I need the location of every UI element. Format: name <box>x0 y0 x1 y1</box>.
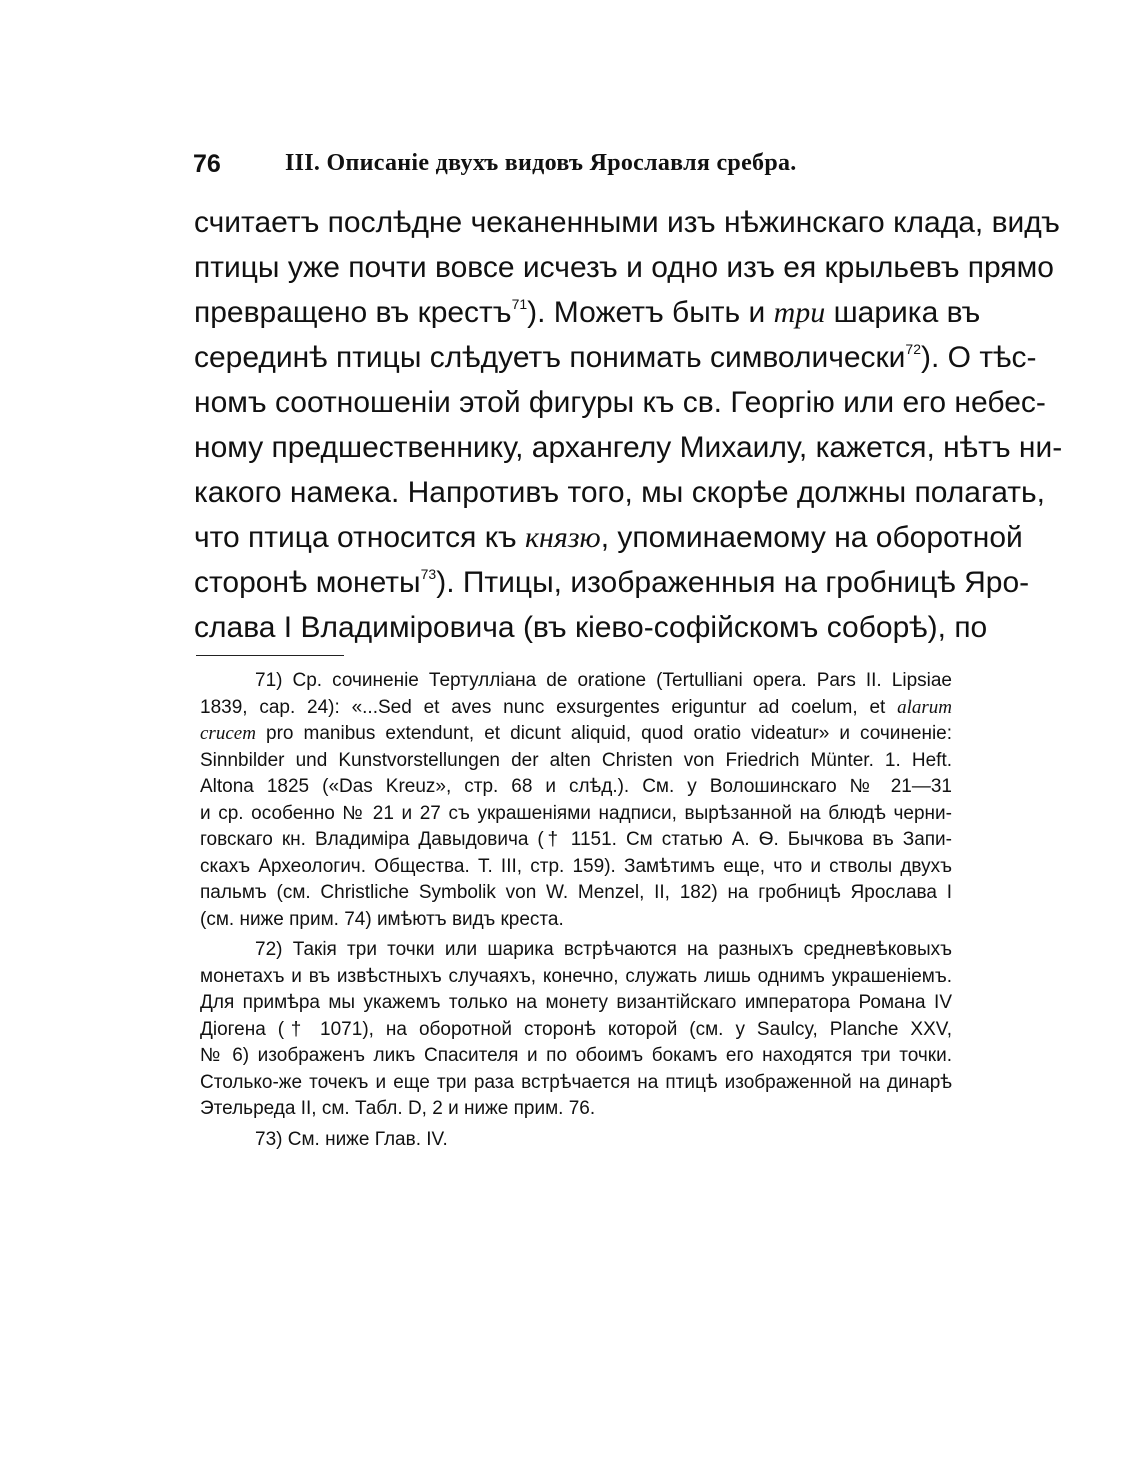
italic-word: князю <box>524 521 601 554</box>
footnote-line: 73) См. ниже Глав. IV. <box>255 1128 448 1150</box>
footnote-line: (см. ниже прим. 74) имѣютъ видъ креста. <box>200 908 564 930</box>
footnote-line: 1839, cap. 24): «...Sed et aves nunc exsurgentes eriguntur ad coelum, et alarum <box>200 696 952 718</box>
footnote-ref-71: 71 <box>511 296 528 312</box>
footnote-line: Діогена († 1071), на оборотной сторонѣ которой (см. у Saulcy, Planche XXV, <box>200 1018 952 1040</box>
footnote-line: и ср. особенно № 21 и 27 съ украшеніями надписи, вырѣзанной на блюдѣ черни- <box>200 802 952 824</box>
footnote-line: говскаго кн. Владиміра Давыдовича († 1151. См статью А. Ѳ. Бычкова въ Запи- <box>200 829 952 850</box>
text-line: слава I Владиміровича (въ кіево-софійскомъ соборѣ), по <box>194 611 988 644</box>
footnote-line: Столько-же точекъ и еще три раза встрѣчается на птицѣ изображенной на динарѣ <box>200 1071 952 1093</box>
footnote-line: № 6) изображенъ ликъ Спасителя и по обоимъ бокамъ его находятся три точки. <box>200 1045 952 1066</box>
footnote-line: 71) Ср. сочиненіе Тертулліана de oratione (Tertulliani opera. Pars II. Lipsiae <box>255 670 952 691</box>
footnote-line: Sinnbilder und Kunstvorstellungen der alten Christen von Friedrich Münter. 1. Heft. <box>200 749 952 771</box>
footnote-71 <box>200 668 952 933</box>
footnote-line: скахъ Археологич. Общества. Т. III, стр. 159). Замѣтимъ еще, что и стволы двухъ <box>200 855 952 877</box>
footnotes <box>200 668 952 1153</box>
text-line: что птица относится къ князю, упоминаемому на оборотной <box>194 521 1023 554</box>
footnote-72 <box>200 937 952 1123</box>
text-line: считаетъ послѣдне чеканенными изъ нѣжинскаго клада, видъ <box>194 206 1060 239</box>
running-header <box>193 150 953 186</box>
footnote-line: монетахъ и въ извѣстныхъ случаяхъ, конечно, служать лишь однимъ украшеніемъ. <box>200 965 952 987</box>
footnote-line: crucem pro manibus extendunt, et dicunt aliquid, quod oratio videatur» и сочиненіе: <box>200 723 953 744</box>
italic-word: три <box>773 296 826 329</box>
page-number: 76 <box>193 150 221 178</box>
running-title: III. Описаніе двухъ видовъ Ярославля сребра. <box>285 150 797 176</box>
footnote-ref-72: 72 <box>905 341 921 357</box>
text-line: какого намека. Напротивъ того, мы скорѣе должны полагать, <box>194 476 1045 509</box>
footnote-line: Altona 1825 («Das Kreuz», стр. 68 и слѣд.). См. у Волошинскаго № 21—31 <box>200 776 952 797</box>
footnote-line: 72) Такія три точки или шарика встрѣчаются на разныхъ средневѣковыхъ <box>255 939 952 960</box>
text-line: серединѣ птицы слѣдуетъ понимать символически$^{72}$). О тѣс- <box>194 341 1037 374</box>
footnote-line: Для примѣра мы укажемъ только на монету византійскаго императора Романа IV <box>200 992 952 1013</box>
footnote-ref-73: 73 <box>420 566 437 582</box>
text-line: птицы уже почти вовсе исчезъ и одно изъ ея крыльевъ прямо <box>194 251 1054 284</box>
main-text <box>194 200 1063 650</box>
text-line: сторонѣ монеты$^{73}$). Птицы, изображенныя на гробницѣ Яро- <box>194 566 1030 599</box>
footnote-divider <box>196 655 344 656</box>
text-line: номъ соотношеніи этой фигуры къ св. Георгію или его небес- <box>194 386 1046 419</box>
text-line: ному предшественнику, архангелу Михаилу, кажется, нѣтъ ни- <box>194 431 1063 464</box>
footnote-73 <box>200 1127 952 1154</box>
footnote-line: пальмъ (см. Christliche Symbolik von W. Menzel, II, 182) на гробницѣ Ярослава I <box>200 882 952 903</box>
text-line: превращено въ крестъ$^{71}$). Можетъ быть и три шарика въ <box>194 296 981 329</box>
footnote-line: Этельреда II, см. Табл. D, 2 и ниже прим. 76. <box>200 1098 596 1119</box>
